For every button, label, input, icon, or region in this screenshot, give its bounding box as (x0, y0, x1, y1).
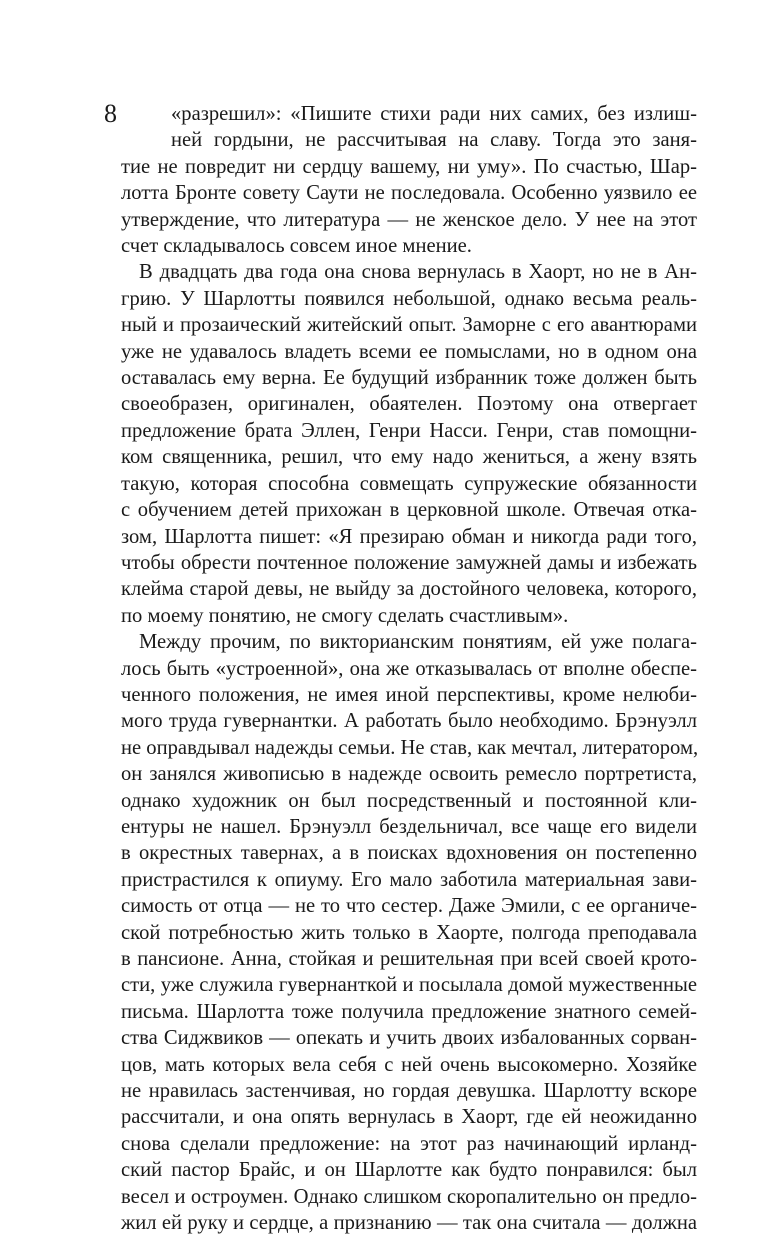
text-line: не нравилась застенчивая, но гордая девушка. Шарлотту вскоре (121, 1080, 697, 1103)
text-line: утверждение, что литература — не женское дело. У нее на этот (121, 208, 697, 231)
text-line: однако художник он был посредственный и постоянной кли- (121, 789, 697, 812)
text-line: «разрешил»: «Пишите стихи ради них самих, без излиш- (171, 103, 697, 125)
text-line: он занялся живописью в надежде освоить ремесло портретиста, (121, 763, 697, 786)
text-line: ентуры не нашел. Брэнуэлл бездельничал, все чаще его видели (121, 815, 697, 838)
text-line: рассчитали, и она опять вернулась в Хаорт, где ей неожиданно (121, 1106, 697, 1129)
text-line: В двадцать два года она снова вернулась в Хаорт, но не в Ан- (139, 261, 697, 284)
text-line: письма. Шарлотта тоже получила предложение знатного семей- (121, 1000, 697, 1023)
text-line: такую, которая способна совмещать супружеские обязанности (121, 472, 697, 495)
text-line: пристрастился к опиуму. Его мало заботила материальная зави- (121, 868, 697, 891)
text-line: Между прочим, по викторианским понятиям, ей уже полага- (139, 631, 697, 654)
text-line: ком священника, решил, что ему надо жениться, а жену взять (121, 446, 697, 469)
text-line: ства Сиджвиков — опекать и учить двоих избалованных сорван- (121, 1027, 697, 1050)
text-line: снова сделали предложение: на этот раз начинающий ирланд- (121, 1132, 697, 1155)
text-line: цов, мать которых вела себя с ней очень высокомерно. Хозяйке (121, 1053, 697, 1076)
text-line: мого труда гувернантки. А работать было необходимо. Брэнуэлл (121, 710, 697, 733)
text-line: чтобы обрести почтенное положение замужней дамы и избежать (121, 551, 697, 574)
text-line: лось быть «устроенной», она же отказывалась от вполне обеспе- (121, 657, 697, 680)
text-line: жил ей руку и сердце, а признанию — так она считала — должна (121, 1212, 697, 1235)
text-line: зом, Шарлотта пишет: «Я презираю обман и никогда ради того, (121, 525, 697, 548)
text-line: по моему понятию, не смогу сделать счастливым». (121, 604, 569, 627)
text-line: ской потребностью жить только в Хаорте, полгода преподавала (121, 921, 697, 944)
text-line: симость от отца — не то что сестер. Даже Эмили, с ее органиче- (121, 895, 697, 918)
text-line: ский пастор Брайс, и он Шарлотте как будто понравился: был (121, 1159, 697, 1182)
text-line: предложение брата Эллен, Генри Насси. Генри, став помощни- (121, 419, 697, 442)
text-line: уже не удавалось владеть всеми ее помыслами, но в одном она (121, 340, 697, 363)
text-line: оставалась ему верна. Ее будущий избранник тоже должен быть (121, 367, 697, 390)
text-line: грию. У Шарлотты появился небольшой, однако весьма реаль- (121, 287, 697, 310)
text-line: в окрестных тавернах, а в поисках вдохновения он постепенно (121, 842, 697, 865)
text-line: ней гордыни, не рассчитывая на славу. Тогда это заня- (171, 129, 697, 152)
text-line: тие не повредит ни сердцу вашему, ни уму». По счастью, Шар- (121, 155, 697, 178)
text-line: с обучением детей прихожан в церковной школе. Отвечая отка- (121, 499, 697, 522)
text-line: клейма старой девы, не выйду за достойного человека, которого, (121, 578, 697, 601)
text-line: счет складывалось совсем иное мнение. (121, 235, 472, 258)
body-text (121, 101, 697, 1236)
text-line: в пансионе. Анна, стойкая и решительная при всей своей крото- (121, 948, 697, 970)
text-line: ный и прозаический житейский опыт. Заморне с его авантюрами (121, 314, 697, 337)
page-number: 8 (104, 99, 117, 128)
text-line: ченного положения, не имея иной перспективы, кроме нелюби- (121, 683, 697, 706)
text-line: весел и остроумен. Однако слишком скоропалительно он предло- (121, 1185, 697, 1208)
text-line: своеобразен, оригинален, обаятелен. Поэтому она отвергает (121, 393, 697, 416)
text-line: не оправдывал надежды семьи. Не став, как мечтал, литератором, (121, 736, 699, 759)
text-line: лотта Бронте совету Саути не последовала. Особенно уязвило ее (121, 182, 697, 205)
text-line: сти, уже служила гувернанткой и посылала домой мужественные (121, 974, 697, 997)
